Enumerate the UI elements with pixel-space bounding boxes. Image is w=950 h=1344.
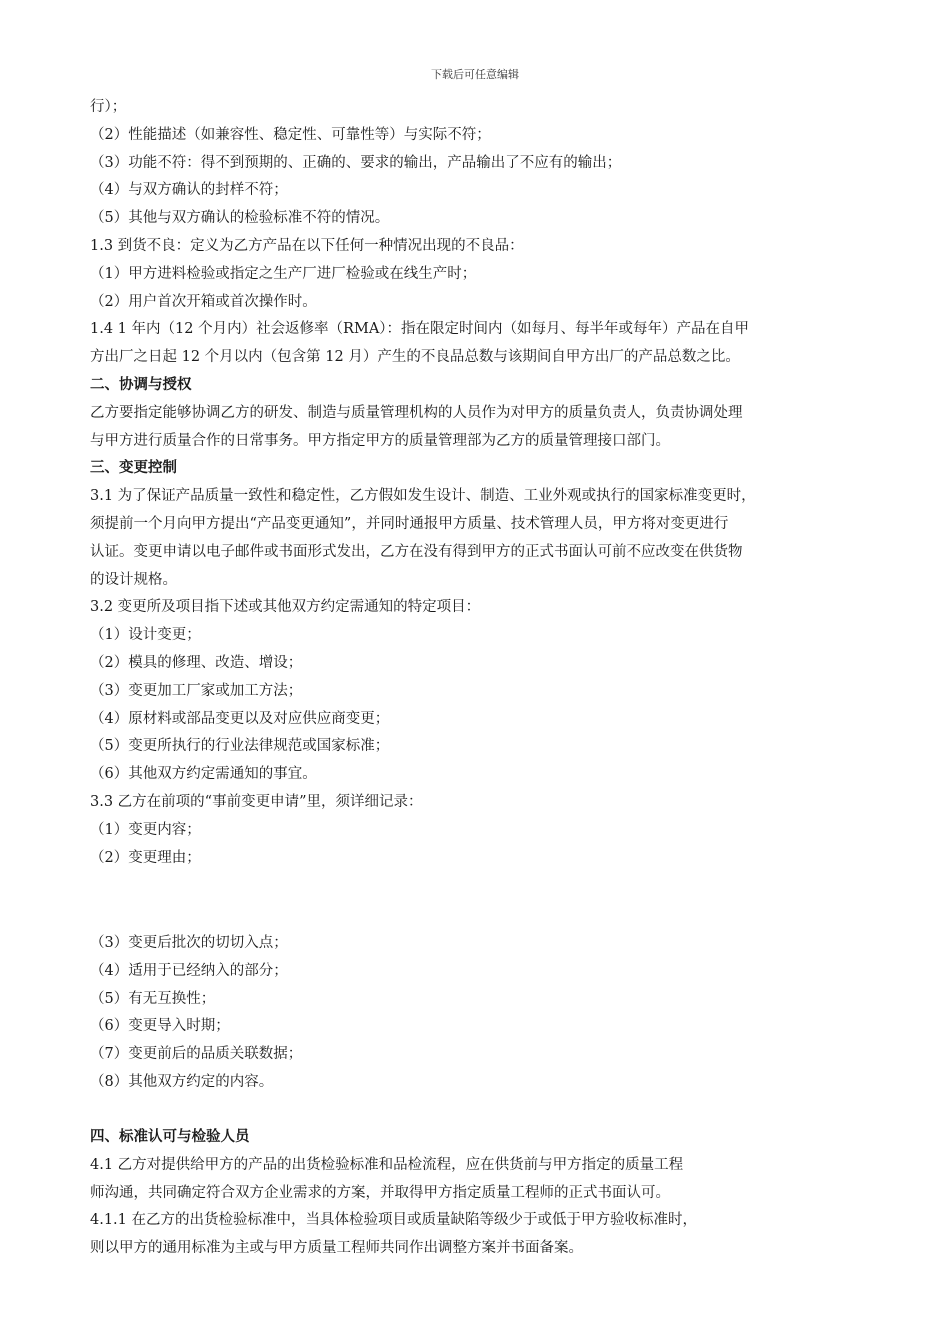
paragraph-line: （1）甲方进料检验或指定之生产厂进厂检验或在线生产时； [90,265,477,282]
paragraph-line: 则以甲方的通用标准为主或与甲方质量工程师共同作出调整方案并书面备案。 [90,1240,583,1257]
paragraph-line: 与甲方进行质量合作的日常事务。甲方指定甲方的质量管理部为乙方的质量管理接口部门。 [90,432,670,449]
list-item: （5）有无互换性； [90,990,216,1007]
list-item: （2）模具的修理、改造、增设； [90,654,303,671]
list-item: （7）变更前后的品质关联数据； [90,1046,303,1063]
section-heading-coordination: 二、协调与授权 [90,376,192,393]
paragraph-line: 须提前一个月向甲方提出“产品变更通知”，并同时通报甲方质量、技术管理人员，甲方将对变更进行 [90,515,729,532]
paragraph-line: （2）性能描述（如兼容性、稳定性、可靠性等）与实际不符； [90,126,491,143]
paragraph-line: 的设计规格。 [90,571,177,588]
list-item: （4）适用于已经纳入的部分； [90,962,288,979]
paragraph-line: （4）与双方确认的封样不符； [90,182,288,199]
paragraph-line: 行）； [90,99,127,115]
paragraph-line: 4.1 乙方对提供给甲方的产品的出货检验标准和品检流程，应在供货前与甲方指定的质量工程 [90,1156,684,1173]
paragraph-line: （5）其他与双方确认的检验标准不符的情况。 [90,210,390,227]
paragraph-line: （2）用户首次开箱或首次操作时。 [90,293,317,310]
paragraph-line: 方出厂之日起 12 个月以内（包含第 12 月）产生的不良品总数与该期间自甲方出厂的产品总数之比。 [90,349,740,366]
list-item: （1）变更内容； [90,821,201,838]
list-item: （6）其他双方约定需通知的事宜。 [90,766,317,783]
section-definitions [90,94,860,872]
list-item: （8）其他双方约定的内容。 [90,1073,274,1090]
list-item: （3）变更后批次的切切入点； [90,935,288,951]
section-heading-standards: 四、标准认可与检验人员 [90,1129,250,1145]
paragraph-line: 1.4 1 年内（12 个月内）社会返修率（RMA）：指在限定时间内（如每月、每半年或每年）产品在自甲 [90,321,750,338]
paragraph-line: 师沟通，共同确定符合双方企业需求的方案，并取得甲方指定质量工程师的正式书面认可。 [90,1184,670,1201]
list-item: （3）变更加工厂家或加工方法； [90,682,303,699]
section-heading-change-control: 三、变更控制 [90,460,177,477]
paragraph-line: 3.2 变更所及项目指下述或其他双方约定需通知的特定项目： [90,599,481,616]
section-standards [90,1124,860,1263]
list-item: （1）设计变更； [90,627,201,644]
page-header: 下载后可任意编辑 [431,68,519,81]
section-change-details [90,930,860,1097]
paragraph-line: 4.1.1 在乙方的出货检验标准中，当具体检验项目或质量缺陷等级少于或低于甲方验收标准时， [90,1212,697,1229]
list-item: （4）原材料或部品变更以及对应供应商变更； [90,710,390,727]
paragraph-line: 3.1 为了保证产品质量一致性和稳定性，乙方假如发生设计、制造、工业外观或执行的国家标准变更时， [90,488,756,505]
paragraph-line: 1.3 到货不良：定义为乙方产品在以下任何一种情况出现的不良品： [90,237,524,254]
list-item: （5）变更所执行的行业法律规范或国家标准； [90,738,390,755]
paragraph-line: 3.3 乙方在前项的“事前变更申请”里，须详细记录： [90,793,423,810]
paragraph-line: 乙方要指定能够协调乙方的研发、制造与质量管理机构的人员作为对甲方的质量负责人，负责协调处理 [90,404,743,421]
list-item: （6）变更导入时期； [90,1018,230,1035]
paragraph-line: 认证。变更申请以电子邮件或书面形式发出，乙方在没有得到甲方的正式书面认可前不应改变在供货物 [90,543,743,560]
paragraph-line: （3）功能不符：得不到预期的、正确的、要求的输出，产品输出了不应有的输出； [90,154,622,171]
list-item: （2）变更理由； [90,849,201,866]
